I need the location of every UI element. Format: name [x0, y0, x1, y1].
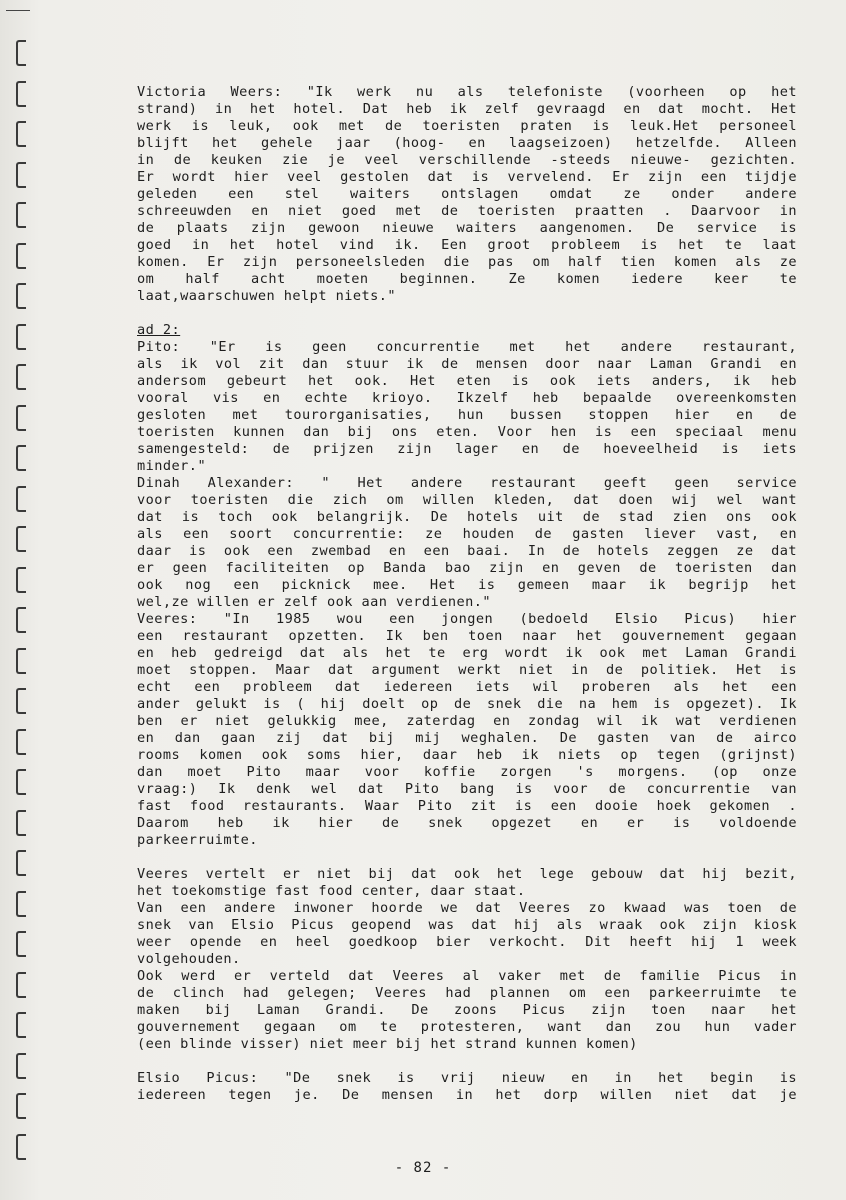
text-line: Veeres: "In 1985 wou een jongen (bedoeld Elsio Picus) hier — [137, 611, 797, 627]
binding-ring-icon — [16, 40, 26, 66]
text-line: moet stoppen. Maar dat argument werkt niet in de politiek. Het is — [137, 662, 797, 678]
binding-ring-icon — [16, 1012, 26, 1038]
text-line: ander gelukt is ( hij doelt op de snek die na hem is opgezet). Ik — [137, 696, 797, 712]
text-line: gouvernement gegaan om te protesteren, want dan zou hun vader — [137, 1019, 797, 1035]
text-line: als ik vol zit dan stuur ik de mensen door naar Laman Grandi en — [137, 356, 797, 372]
text-line: en heb gedreigd dat als het te erg wordt ik ook met Laman Grandi — [137, 645, 797, 661]
text-line: minder." — [137, 458, 207, 474]
text-line: Dinah Alexander: " Het andere restaurant geeft geen service — [137, 475, 797, 491]
binding-ring-icon — [16, 1134, 26, 1160]
spiral-binding — [10, 40, 40, 1170]
text-line: gesloten met tourorganisaties, hun bussen stoppen hier en de — [137, 407, 797, 423]
text-line: ben er niet gelukkig mee, zaterdag en zondag wil ik wat verdienen — [137, 713, 797, 729]
text-line: snek van Elsio Picus geopend was dat hij als wraak ook zijn kiosk — [137, 917, 797, 933]
binding-ring-icon — [16, 405, 26, 431]
top-margin-line — [6, 10, 30, 11]
text-line: de clinch had gelegen; Veeres had plannen om een parkeerruimte te — [137, 985, 797, 1001]
text-line: rooms komen ook soms hier, daar heb ik niets op tegen (grijnst) — [137, 747, 797, 763]
binding-ring-icon — [16, 81, 26, 107]
text-line: echt een probleem dat iedereen iets wil proberen als het een — [137, 679, 797, 695]
binding-ring-icon — [16, 850, 26, 876]
text-line: blijft het gehele jaar (hoog- en laagseizoen) hetzelfde. Alleen — [137, 135, 797, 151]
text-line: in de keuken zie je veel verschillende -steeds nieuwe- gezichten. — [137, 152, 797, 168]
binding-ring-icon — [16, 729, 26, 755]
binding-ring-icon — [16, 445, 26, 471]
paragraph-p2 — [137, 322, 797, 849]
binding-ring-icon — [16, 688, 26, 714]
text-line: (een blinde visser) niet meer bij het strand kunnen komen) — [137, 1036, 638, 1052]
text-line: Ook werd er verteld dat Veeres al vaker met de familie Picus in — [137, 968, 797, 984]
binding-ring-icon — [16, 648, 26, 674]
paragraph-gap — [137, 849, 797, 866]
binding-ring-icon — [16, 486, 26, 512]
text-line: schreeuwden en niet goed met de toeristen praatten . Daarvoor in — [137, 203, 797, 219]
section-heading: ad 2: — [137, 322, 181, 338]
paragraph-p4 — [137, 1070, 797, 1104]
text-line: vraag:) Ik denk wel dat Pito bang is voor de concurrentie van — [137, 781, 797, 797]
text-line: maken bij Laman Grandi. De zoons Picus zijn toen naar het — [137, 1002, 797, 1018]
text-line: Daarom heb ik hier de snek opgezet en er is voldoende — [137, 815, 797, 831]
text-line: de plaats zijn gewoon nieuwe waiters aangenomen. De service is — [137, 220, 797, 236]
paragraph-gap — [137, 305, 797, 322]
text-line: Van een andere inwoner hoorde we dat Veeres zo kwaad was toen de — [137, 900, 797, 916]
text-line: wel,ze willen er zelf ook aan verdienen." — [137, 594, 491, 610]
page-number: - 82 - — [394, 1160, 452, 1176]
text-line: vooral vis en echte krioyo. Ikzelf heb bepaalde overeenkomsten — [137, 390, 797, 406]
text-line: parkeerruimte. — [137, 832, 258, 848]
binding-ring-icon — [16, 931, 26, 957]
paragraph-p1 — [137, 84, 797, 305]
paragraph-p3 — [137, 866, 797, 1053]
text-line: laat,waarschuwen helpt niets." — [137, 288, 397, 304]
binding-ring-icon — [16, 972, 26, 998]
paragraph-gap — [137, 1053, 797, 1070]
binding-ring-icon — [16, 121, 26, 147]
text-line: daar is ook een zwembad en een baai. In de hotels zeggen ze dat — [137, 543, 797, 559]
text-line: het toekomstige fast food center, daar staat. — [137, 883, 526, 899]
text-line: er geen faciliteiten op Banda bao zijn en geven de toeristen dan — [137, 560, 797, 576]
binding-ring-icon — [16, 283, 26, 309]
binding-ring-icon — [16, 202, 26, 228]
binding-ring-icon — [16, 891, 26, 917]
text-line: volgehouden. — [137, 951, 241, 967]
binding-ring-icon — [16, 769, 26, 795]
document-body — [137, 84, 797, 1104]
text-line: samengesteld: de prijzen zijn lager en de hoeveelheid is iets — [137, 441, 797, 457]
text-line: voor toeristen die zich om willen kleden, dat doen wij wel want — [137, 492, 797, 508]
binding-ring-icon — [16, 567, 26, 593]
text-line: goed in het hotel vind ik. Een groot probleem is het te laat — [137, 237, 797, 253]
text-line: toeristen kunnen dan bij ons eten. Voor hen is een speciaal menu — [137, 424, 797, 440]
text-line: als een soort concurrentie: ze houden de gasten liever vast, en — [137, 526, 797, 542]
text-line: iedereen tegen je. De mensen in het dorp willen niet dat je — [137, 1087, 797, 1103]
binding-ring-icon — [16, 810, 26, 836]
text-line: dat is toch ook belangrijk. De hotels uit de stad zien ons ook — [137, 509, 797, 525]
text-line: om half acht moeten beginnen. Ze komen iedere keer te — [137, 271, 797, 287]
text-line: strand) in het hotel. Dat heb ik zelf gevraagd en dat mocht. Het — [137, 101, 797, 117]
text-line: Veeres vertelt er niet bij dat ook het lege gebouw dat hij bezit, — [137, 866, 797, 882]
text-line: geleden een stel waiters ontslagen omdat ze onder andere — [137, 186, 797, 202]
text-line: andersom gebeurt het ook. Het eten is ook iets anders, ik heb — [137, 373, 797, 389]
text-line: Elsio Picus: "De snek is vrij nieuw en in het begin is — [137, 1070, 797, 1086]
text-line: ook nog een picknick mee. Het is gemeen maar ik begrijp het — [137, 577, 797, 593]
text-line: werk is leuk, ook met de toeristen praten is leuk.Het personeel — [137, 118, 797, 134]
text-line: fast food restaurants. Waar Pito zit is een dooie hoek gekomen . — [137, 798, 797, 814]
binding-ring-icon — [16, 243, 26, 269]
text-line: Victoria Weers: "Ik werk nu als telefoniste (voorheen op het — [137, 84, 797, 100]
text-line: weer opende en heel goedkoop bier verkocht. Dit heeft hij 1 week — [137, 934, 797, 950]
text-line: Er wordt hier veel gestolen dat is vervelend. Er zijn een tijdje — [137, 169, 797, 185]
binding-ring-icon — [16, 364, 26, 390]
text-line: Pito: "Er is geen concurrentie met het andere restaurant, — [137, 339, 797, 355]
binding-ring-icon — [16, 324, 26, 350]
text-line: dan moet Pito maar voor koffie zorgen 's morgens. (op onze — [137, 764, 797, 780]
text-line: komen. Er zijn personeelsleden die pas om half tien komen als ze — [137, 254, 797, 270]
text-line: een restaurant opzetten. Ik ben toen naar het gouvernement gegaan — [137, 628, 797, 644]
binding-ring-icon — [16, 1053, 26, 1079]
text-line: en dan gaan zij dat bij mij weghalen. De gasten van de airco — [137, 730, 797, 746]
binding-ring-icon — [16, 1093, 26, 1119]
binding-ring-icon — [16, 607, 26, 633]
binding-ring-icon — [16, 162, 26, 188]
binding-ring-icon — [16, 526, 26, 552]
